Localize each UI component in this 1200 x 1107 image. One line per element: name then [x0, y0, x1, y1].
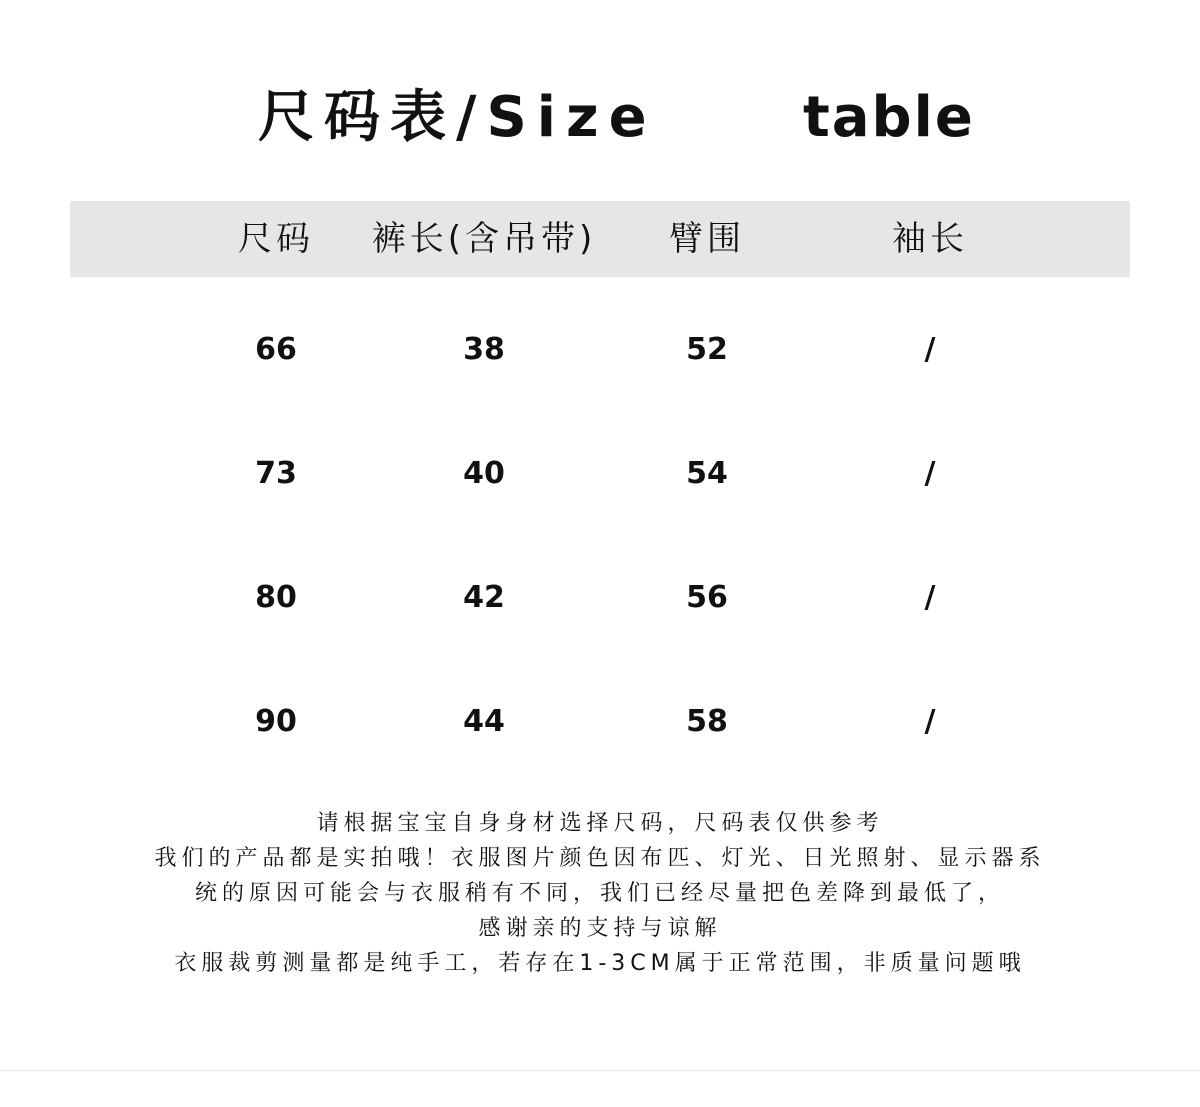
cell-arm-circumference: 54 [686, 456, 728, 491]
table-row [70, 568, 1130, 628]
bottom-divider [0, 1070, 1200, 1071]
header-sleeve-length: 袖长 [892, 219, 968, 259]
note-line: 统的原因可能会与衣服稍有不同，我们已经尽量把色差降到最低了， [194, 881, 1005, 906]
table-row [70, 320, 1130, 380]
cell-pants-length: 42 [463, 580, 505, 615]
cell-arm-circumference: 56 [686, 580, 728, 615]
table-header [70, 201, 1130, 277]
title-chinese: 尺码表/Size [258, 85, 657, 150]
table-row [70, 692, 1130, 752]
cell-size: 66 [255, 332, 297, 367]
header-size: 尺码 [238, 219, 314, 259]
cell-size: 90 [255, 704, 297, 739]
cell-pants-length: 40 [463, 456, 505, 491]
size-table-title [0, 78, 1200, 158]
cell-sleeve-length: / [924, 456, 936, 491]
cell-sleeve-length: / [924, 580, 936, 615]
title-english: table [803, 85, 975, 150]
table-row [70, 444, 1130, 504]
header-pants-length: 裤长(含吊带) [371, 219, 597, 259]
note-line: 请根据宝宝自身身材选择尺码，尺码表仅供参考 [316, 811, 884, 836]
cell-sleeve-length: / [924, 332, 936, 367]
header-arm-circumference: 臂围 [669, 219, 745, 259]
cell-pants-length: 44 [463, 704, 505, 739]
cell-sleeve-length: / [924, 704, 936, 739]
note-line: 衣服裁剪测量都是纯手工，若存在1-3CM属于正常范围，非质量问题哦 [174, 951, 1026, 976]
cell-arm-circumference: 52 [686, 332, 728, 367]
note-line: 我们的产品都是实拍哦！衣服图片颜色因布匹、灯光、日光照射、显示器系 [154, 846, 1046, 871]
size-notes [0, 806, 1200, 981]
cell-size: 80 [255, 580, 297, 615]
cell-size: 73 [255, 456, 297, 491]
cell-arm-circumference: 58 [686, 704, 728, 739]
note-line: 感谢亲的支持与谅解 [478, 916, 722, 941]
cell-pants-length: 38 [463, 332, 505, 367]
